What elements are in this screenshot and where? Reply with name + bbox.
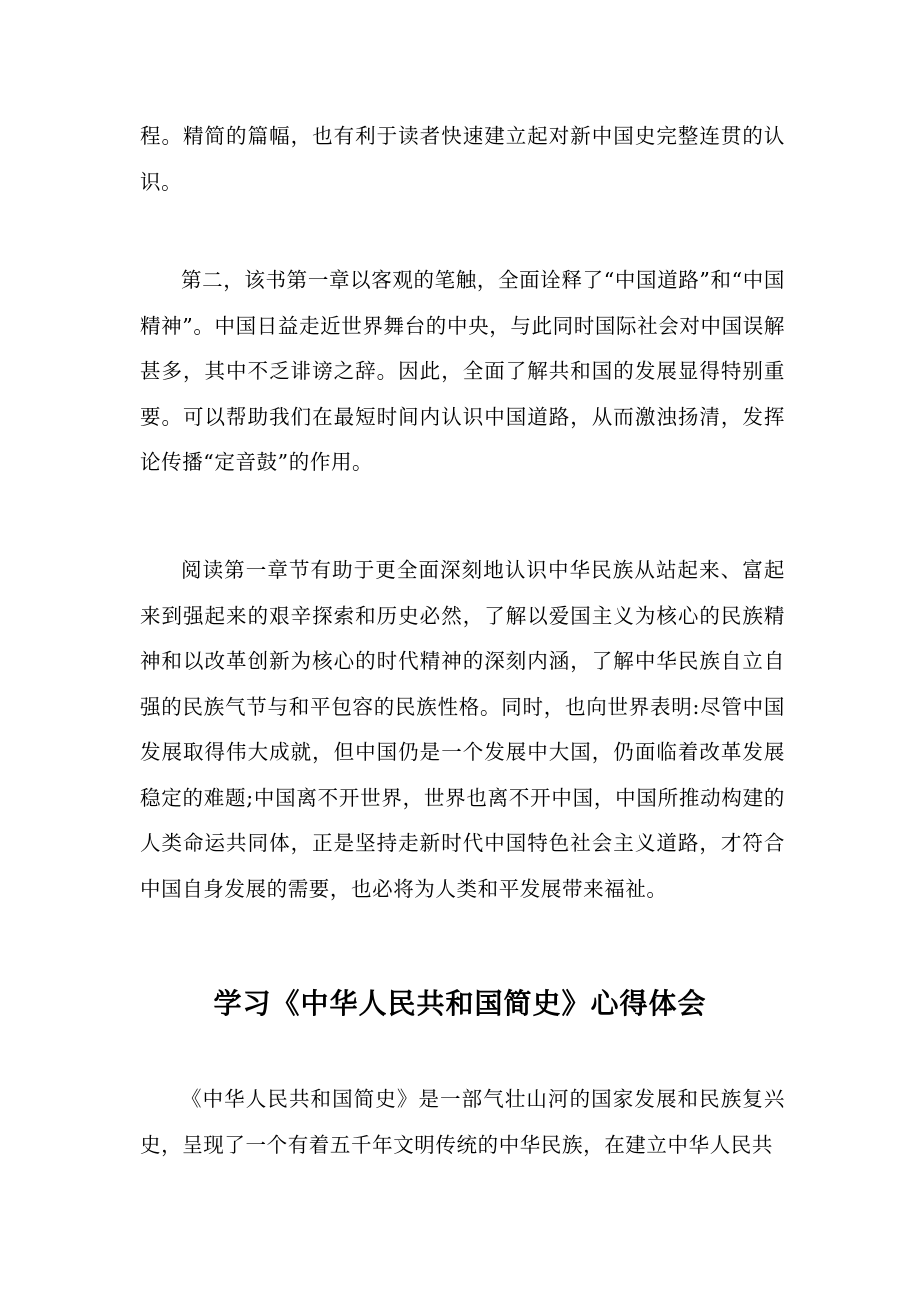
paragraph-reading-chapter-one: 阅读第一章节有助于更全面深刻地认识中华民族从站起来、富起来到强起来的艰辛探索和历史必然，了解以爱国主义为核心的民族精神和以改革创新为核心的时代精神的深刻内涵，了解中华民族自立自强的民族气节与和平包容的民族性格。同时，也向世界表明:尽管中国发展取得伟大成就，但中国仍是一个发展中大国，仍面临着改革发展稳定的难题;中国离不开世界，世界也离不开中国，中国所推动构建的人类命运共同体，正是坚持走新时代中国特色社会主义道路，才符合中国自身发展的需要，也必将为人类和平发展带来福祉。 bbox=[140, 558, 785, 901]
paragraph-second-point: 第二，该书第一章以客观的笔触，全面诠释了“中国道路”和“中国精神”。中国日益走近世界舞台的中央，与此同时国际社会对中国误解甚多，其中不乏诽谤之辞。因此，全面了解共和国的发展显得特别重要。可以帮助我们在最短时间内认识中国道路，从而激浊扬清，发挥论传播“定音鼓”的作用。 bbox=[140, 268, 785, 474]
continuation-paragraph: 程。精简的篇幅，也有利于读者快速建立起对新中国史完整连贯的认识。 bbox=[140, 124, 785, 194]
paragraph-intro: 《中华人民共和国简史》是一部气壮山河的国家发展和民族复兴史，呈现了一个有着五千年文明传统的中华民族，在建立中华人民共 bbox=[140, 1087, 785, 1157]
section-heading: 学习《中华人民共和国简史》心得体会 bbox=[213, 987, 707, 1020]
